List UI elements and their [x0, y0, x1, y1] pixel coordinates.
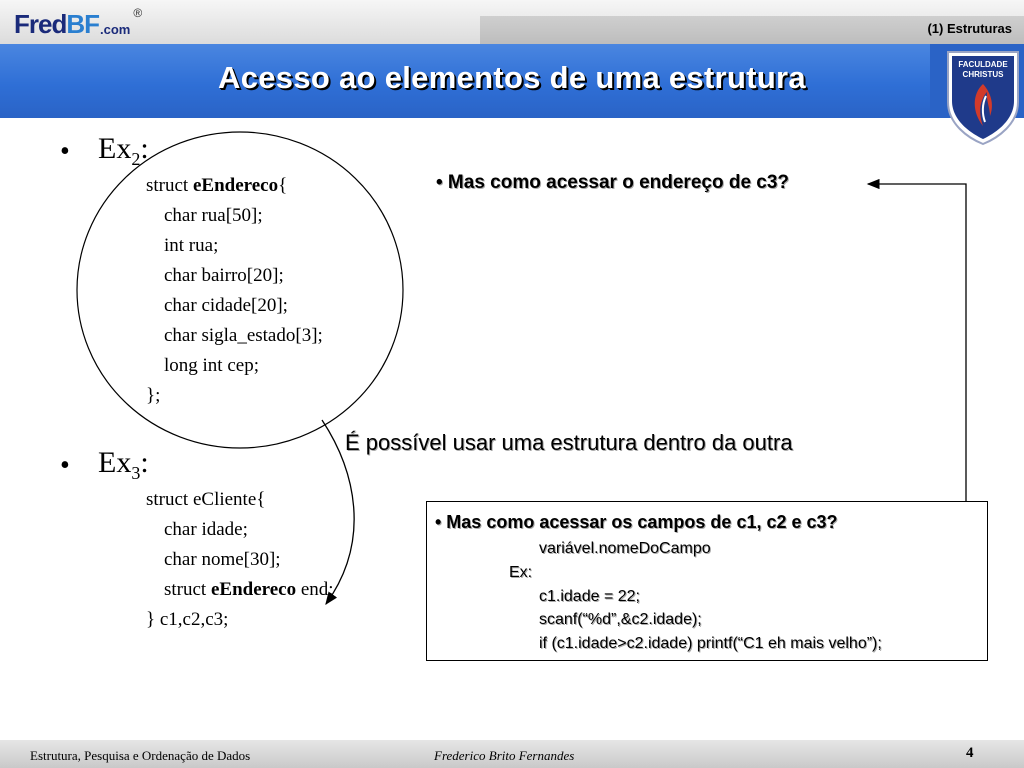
section-label: (1) Estruturas: [927, 21, 1012, 36]
ex2-colon: :: [140, 132, 149, 165]
code-line: [146, 575, 334, 605]
code-member: end;: [296, 579, 334, 600]
ex2-text: Ex: [98, 132, 132, 165]
ex2-code: [146, 171, 323, 411]
box-line: c1.idade = 22;: [539, 588, 640, 605]
ex2-sub: 2: [131, 149, 141, 169]
bullet-ex3: •: [60, 450, 70, 481]
ex3-label: [98, 446, 149, 484]
code-line: long int cep;: [164, 355, 259, 376]
slide-title: Acesso ao elementos de uma estrutura: [218, 60, 806, 95]
ex3-colon: :: [140, 446, 149, 479]
code-line: char rua[50];: [164, 205, 263, 226]
code-struct-name: eEndereco: [192, 175, 279, 196]
footer-course: Estrutura, Pesquisa e Ordenação de Dados: [30, 748, 251, 763]
ex3-code: [146, 485, 334, 635]
code-line: int rua;: [164, 235, 219, 256]
footer-author: Frederico Brito Fernandes: [434, 748, 575, 763]
logo-registered: ®: [133, 6, 143, 20]
nested-struct-note: É possível usar uma estrutura dentro da outra: [345, 430, 793, 455]
box-line: scanf(“%d”,&c2.idade);: [539, 611, 702, 628]
question-arrow: [868, 184, 966, 501]
code-line: char cidade[20];: [164, 295, 288, 316]
code-keyword: struct: [146, 175, 193, 196]
logo-com: .com: [100, 22, 131, 37]
question-c3: • Mas como acessar o endereço de c3?: [436, 172, 790, 193]
code-line: char nome[30];: [164, 549, 281, 570]
ex2-label: [98, 132, 149, 170]
code-line: } c1,c2,c3;: [146, 609, 229, 630]
ex3-text: Ex: [98, 446, 132, 479]
shield-line2: CHRISTUS: [962, 70, 1004, 79]
box-line: Ex:: [509, 564, 533, 581]
logo-fred: Fred: [14, 9, 67, 39]
shield-line1: FACULDADE: [958, 60, 1008, 69]
code-brace: {: [278, 175, 288, 196]
code-line: [146, 171, 323, 201]
logo-bf: BF: [66, 9, 100, 39]
code-line: };: [146, 385, 161, 406]
code-line: char idade;: [164, 519, 248, 540]
box-line: variável.nomeDoCampo: [539, 540, 711, 557]
page-number: 4: [966, 745, 974, 761]
code-line: char sigla_estado[3];: [164, 325, 323, 346]
ex3-sub: 3: [131, 463, 141, 483]
code-struct-name: eEndereco: [210, 579, 297, 600]
code-keyword: struct: [164, 579, 211, 600]
fields-access-box: [426, 501, 988, 661]
code-line: struct eCliente{: [146, 489, 266, 510]
box-title: • Mas como acessar os campos de c1, c2 e c3?: [435, 512, 838, 532]
box-line: if (c1.idade>c2.idade) printf(“C1 eh mais velho”);: [539, 635, 882, 652]
code-line: char bairro[20];: [164, 265, 284, 286]
bullet-ex2: •: [60, 136, 70, 167]
